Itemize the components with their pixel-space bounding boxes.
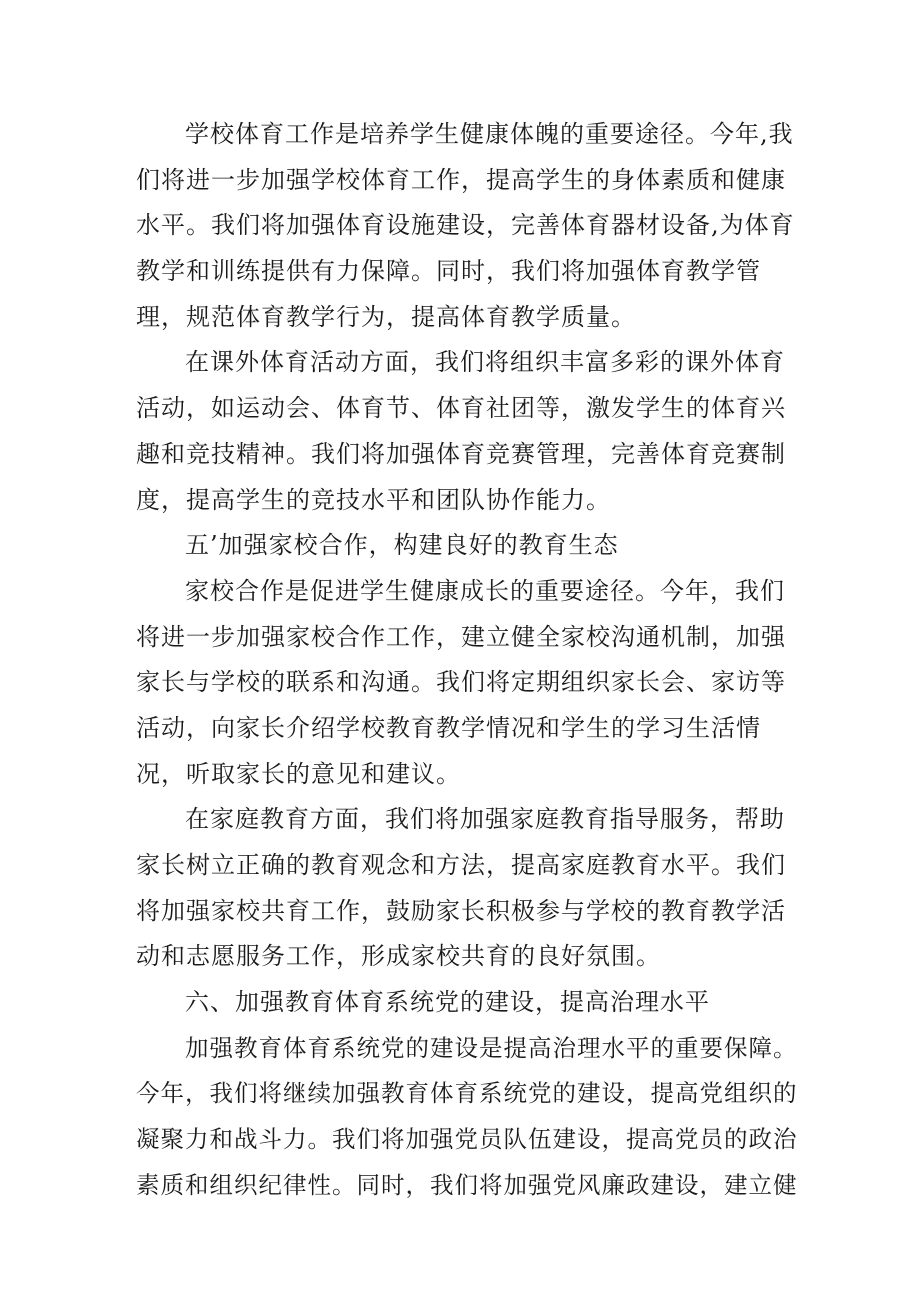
text-line: 家校合作是促进学生健康成长的重要途径。今年，我们 (185, 576, 785, 605)
text-line: 活动，如运动会、体育节、体育社团等，激发学生的体育兴 (136, 394, 786, 423)
text-line: 在课外体育活动方面，我们将组织丰富多彩的课外体育 (185, 348, 785, 377)
text-line: 在家庭教育方面，我们将加强家庭教育指导服务，帮助 (185, 805, 785, 834)
text-line: 凝聚力和战斗力。我们将加强党员队伍建设，提高党员的政治 (136, 1125, 798, 1154)
text-line: 将进一步加强家校合作工作，建立健全家校沟通机制，加强 (136, 622, 786, 651)
document-body (136, 112, 798, 1209)
text-line: 五’加强家校合作，构建良好的教育生态 (185, 531, 619, 560)
text-line: 动和志愿服务工作，形成家校共育的良好氛围。 (136, 942, 661, 971)
text-line: 家长与学校的联系和沟通。我们将定期组织家长会、家访等 (136, 668, 786, 697)
text-line: 家长树立正确的教育观念和方法，提高家庭教育水平。我们 (136, 851, 786, 879)
text-line: 理，规范体育教学行为，提高体育教学质量。 (136, 302, 636, 331)
text-line: 活动，向家长介绍学校教育教学情况和学生的学习生活情 (136, 713, 761, 742)
text-line: 素质和组织纪律性。同时，我们将加强党风廉政建设，建立健 (136, 1170, 798, 1199)
text-line: 们将进一步加强学校体育工作，提高学生的身体素质和健康 (136, 165, 786, 194)
text-line: 学校体育工作是培养学生健康体魄的重要途径。今年,我 (185, 120, 794, 148)
text-line: 水平。我们将加强体育设施建设，完善体育器材设备,为体育 (136, 211, 795, 240)
text-line: 趣和竞技精神。我们将加强体育竞赛管理，完善体育竞赛制 (136, 439, 786, 468)
text-line: 教学和训练提供有力保障。同时，我们将加强体育教学管 (136, 257, 761, 286)
text-line: 加强教育体育系统党的建设是提高治理水平的重要保障。 (185, 1033, 798, 1062)
text-line: 度，提高学生的竞技水平和团队协作能力。 (136, 485, 611, 514)
text-line: 将加强家校共育工作，鼓励家长积极参与学校的教育教学活 (136, 896, 786, 925)
text-line: 况，听取家长的意见和建议。 (136, 759, 461, 788)
text-line: 六、加强教育体育系统党的建设，提高治理水平 (185, 988, 710, 1017)
text-line: 今年，我们将继续加强教育体育系统党的建设，提高党组织的 (136, 1079, 798, 1108)
